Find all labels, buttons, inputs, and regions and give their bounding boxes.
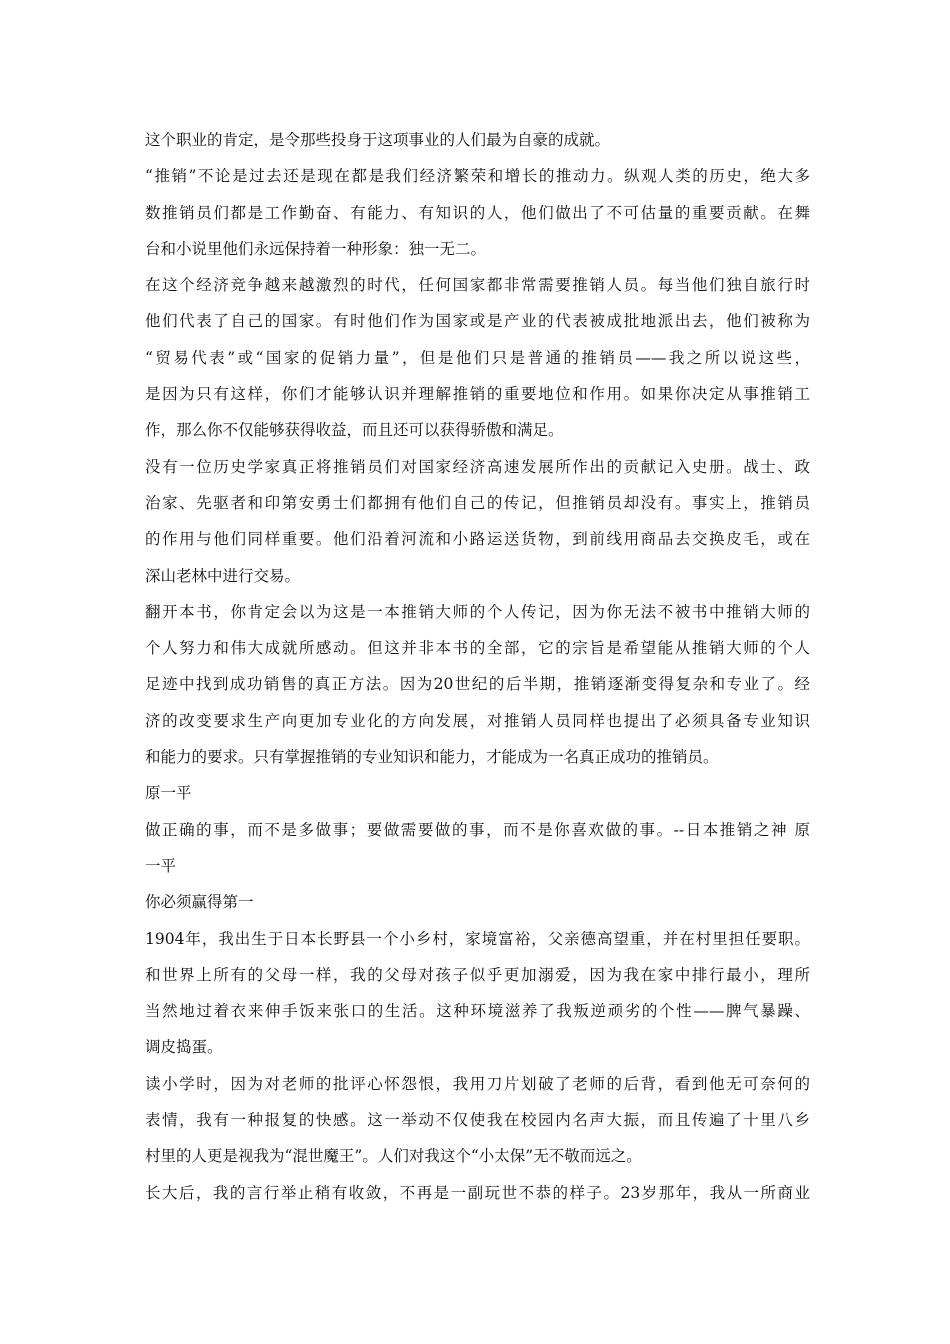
text-line: 济的改变要求生产向更加专业化的方向发展，对推销人员同样也提出了必须具备专业知识 bbox=[145, 711, 810, 730]
text-line: “推销”不论是过去还是现在都是我们经济繁荣和增长的推动力。纵观人类的历史，绝大多 bbox=[145, 167, 810, 186]
text-line: 数推销员们都是工作勤奋、有能力、有知识的人，他们做出了不可估量的重要贡献。在舞 bbox=[145, 203, 810, 222]
text-line: 当然地过着衣来伸手饭来张口的生活。这种环境滋养了我叛逆顽劣的个性——脾气暴躁、 bbox=[145, 1002, 810, 1021]
text-line: 的作用与他们同样重要。他们沿着河流和小路运送货物，到前线用商品去交换皮毛，或在 bbox=[145, 530, 810, 549]
text-line: 他们代表了自己的国家。有时他们作为国家或是产业的代表被成批地派出去，他们被称为 bbox=[145, 312, 810, 331]
text-line: 1904年，我出生于日本长野县一个小乡村，家境富裕，父亲德高望重，并在村里担任要职。 bbox=[145, 929, 810, 948]
text-line: 治家、先驱者和印第安勇士们都拥有他们自己的传记，但推销员却没有。事实上，推销员 bbox=[145, 493, 810, 512]
text-line: 和能力的要求。只有掌握推销的专业知识和能力，才能成为一名真正成功的推销员。 bbox=[145, 748, 719, 767]
text-line: 足迹中找到成功销售的真正方法。因为20世纪的后半期，推销逐渐变得复杂和专业了。经 bbox=[145, 675, 810, 694]
chapter-title: 你必须赢得第一 bbox=[145, 893, 254, 912]
text-line: 调皮捣蛋。 bbox=[145, 1038, 223, 1057]
text-line: 作，那么你不仅能够获得收益，而且还可以获得骄傲和满足。 bbox=[145, 421, 564, 440]
text-line: 读小学时，因为对老师的批评心怀怨恨，我用刀片划破了老师的后背，看到他无可奈何的 bbox=[145, 1074, 810, 1093]
quote-line: 做正确的事，而不是多做事；要做需要做的事，而不是你喜欢做的事。--日本推销之神 原 bbox=[145, 820, 810, 839]
section-heading: 原一平 bbox=[145, 784, 192, 803]
text-line: 是因为只有这样，你们才能够认识并理解推销的重要地位和作用。如果你决定从事推销工 bbox=[145, 385, 810, 404]
text-line: 表情，我有一种报复的快感。这一举动不仅使我在校园内名声大振，而且传遍了十里八乡 bbox=[145, 1111, 810, 1130]
text-line: 台和小说里他们永远保持着一种形象：独一无二。 bbox=[145, 239, 487, 258]
text-line: 翻开本书，你肯定会以为这是一本推销大师的个人传记，因为你无法不被书中推销大师的 bbox=[145, 602, 810, 621]
text-line: 这个职业的肯定，是令那些投身于这项事业的人们最为自豪的成就。 bbox=[145, 131, 611, 149]
text-line: 没有一位历史学家真正将推销员们对国家经济高速发展所作出的贡献记入史册。战士、政 bbox=[145, 457, 810, 476]
text-line: 深山老林中进行交易。 bbox=[145, 566, 301, 585]
quote-line: 一平 bbox=[145, 856, 177, 875]
document-body bbox=[145, 122, 810, 1211]
text-line: 个人努力和伟大成就所感动。但这并非本书的全部，它的宗旨是希望能从推销大师的个人 bbox=[145, 639, 810, 658]
text-line: 和世界上所有的父母一样，我的父母对孩子似乎更加溺爱，因为我在家中排行最小，理所 bbox=[145, 965, 810, 984]
text-line: 村里的人更是视我为“混世魔王”。人们对我这个“小太保”无不敬而远之。 bbox=[145, 1147, 642, 1166]
text-line: “贸易代表”或“国家的促销力量”，但是他们只是普通的推销员——我之所以说这些， bbox=[145, 348, 810, 367]
text-line: 长大后，我的言行举止稍有收敛，不再是一副玩世不恭的样子。23岁那年，我从一所商业 bbox=[145, 1183, 810, 1202]
text-line: 在这个经济竞争越来越激烈的时代，任何国家都非常需要推销人员。每当他们独自旅行时 bbox=[145, 276, 810, 295]
